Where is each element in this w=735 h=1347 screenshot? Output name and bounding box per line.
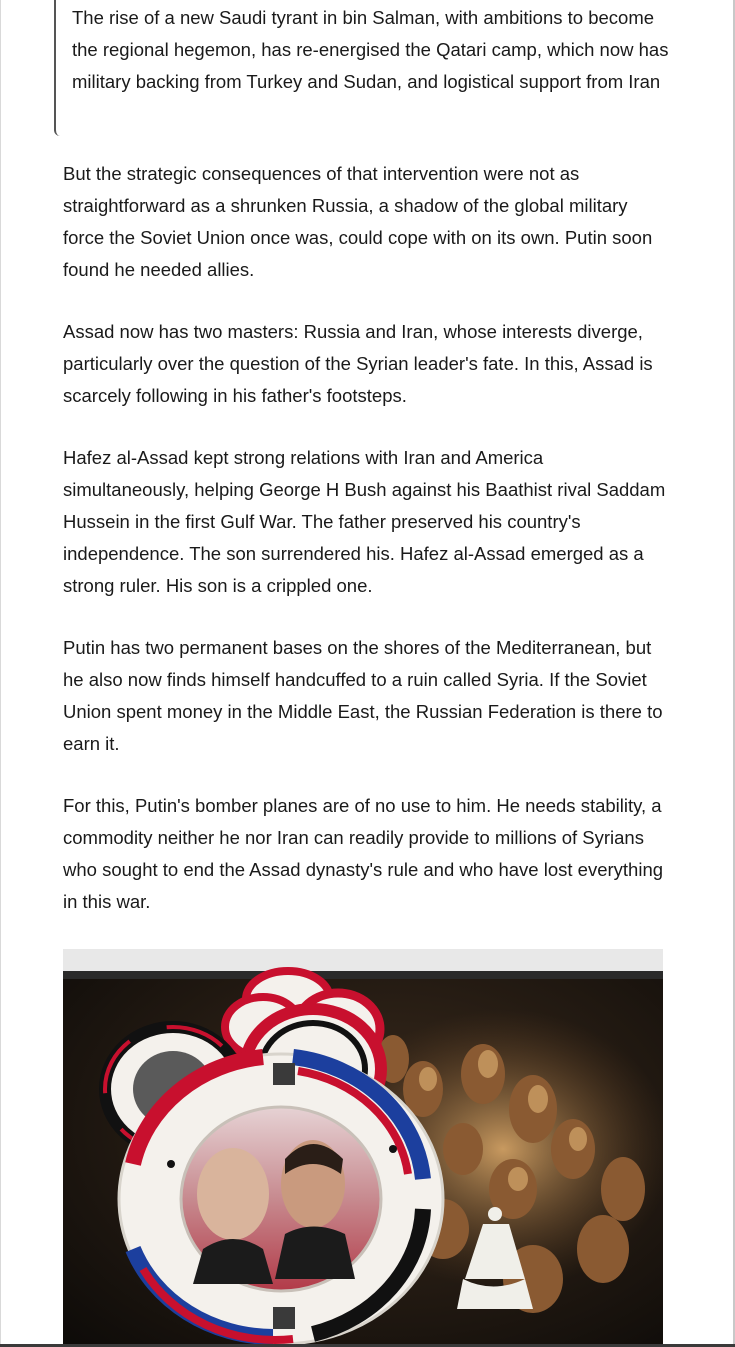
photo-souvenir-plates-icon xyxy=(63,949,663,1344)
pull-quote xyxy=(54,0,674,136)
article-paragraph: But the strategic consequences of that intervention were not as straightforward as a shrunken Russia, a shadow of the global military force the Soviet Union once was, could cope with on its own. Putin soon found he needed allies. xyxy=(63,163,653,280)
article-body xyxy=(63,158,668,948)
article-photo[interactable] xyxy=(63,949,663,1344)
page-frame-left xyxy=(0,0,1,1347)
article-paragraph: Putin has two permanent bases on the shores of the Mediterranean, but he also now finds himself handcuffed to a ruin called Syria. If the Soviet Union spent money in the Middle East, the Russian Federation is there to earn it. xyxy=(63,637,663,754)
article-paragraph: Hafez al-Assad kept strong relations with Iran and America simultaneously, helping George H Bush against his Baathist rival Saddam Hussein in the first Gulf War. The father preserved his country's independence. The son surrendered his. Hafez al-Assad emerged as a strong ruler. His son is a crippled one. xyxy=(63,447,666,596)
article-paragraph: For this, Putin's bomber planes are of no use to him. He needs stability, a commodity neither he nor Iran can readily provide to millions of Syrians who sought to end the Assad dynasty's rule and who have lost everything in this war. xyxy=(63,795,664,912)
article-paragraph: Assad now has two masters: Russia and Iran, whose interests diverge, particularly over the question of the Syrian leader's fate. In this, Assad is scarcely following in his father's footsteps. xyxy=(63,321,653,406)
pull-quote-text: The rise of a new Saudi tyrant in bin Salman, with ambitions to become the regional hegemon, has re-energised the Qatari camp, which now has military backing from Turkey and Sudan, and logistical support from Iran xyxy=(72,7,669,92)
